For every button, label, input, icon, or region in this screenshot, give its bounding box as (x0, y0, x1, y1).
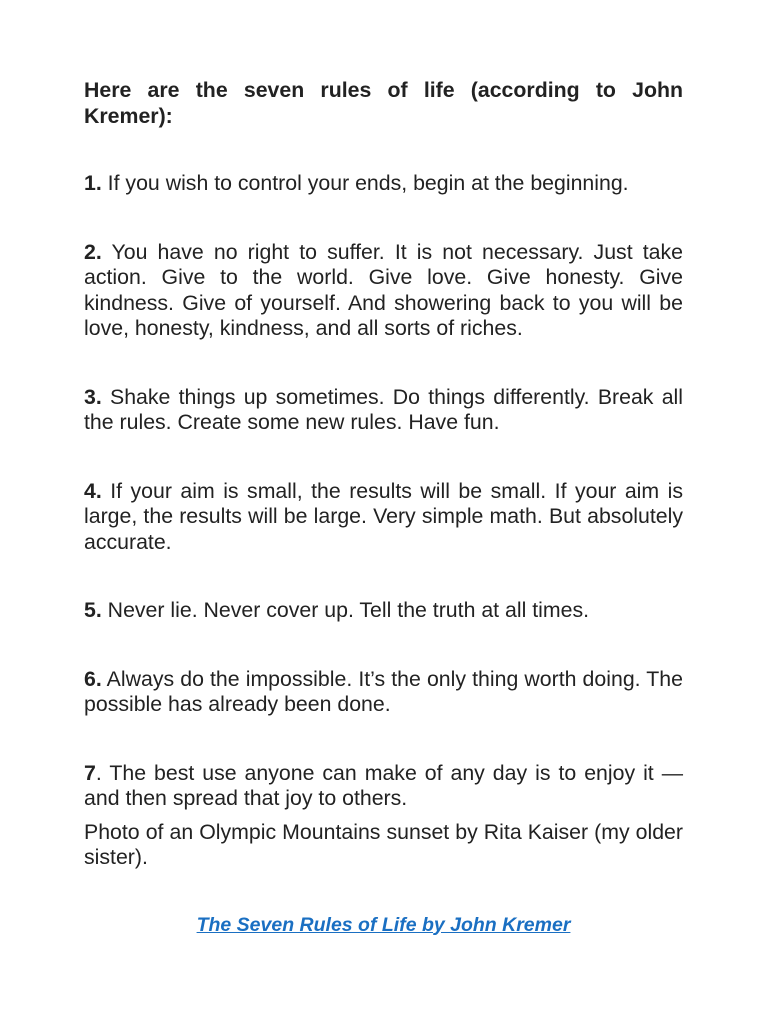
rule-text: Shake things up sometimes. Do things differently. Break all the rules. Create some new rules. Have fun. (84, 384, 683, 434)
rule-item-2 (84, 240, 683, 342)
rule-number: 2. (84, 239, 102, 264)
rule-number: 7 (84, 760, 96, 785)
rule-text: If your aim is small, the results will be small. If your aim is large, the results will be large. Very simple math. But absolutely accurate. (84, 478, 683, 554)
rule-number: 5. (84, 598, 102, 622)
page-heading: Here are the seven rules of life (according to John Kremer): (84, 78, 683, 128)
photo-caption: Photo of an Olympic Mountains sunset by Rita Kaiser (my older sister). (84, 819, 683, 869)
rule-text: Never lie. Never cover up. Tell the truth at all times. (101, 598, 590, 622)
rule-item-6 (84, 667, 683, 718)
rule-number: 6. (84, 666, 102, 691)
rule-number: 4. (84, 478, 102, 503)
document-page (84, 78, 683, 938)
rule-number: 3. (84, 384, 102, 409)
rule-text: Always do the impossible. It’s the only thing worth doing. The possible has already been done. (84, 666, 683, 716)
rule-item-1 (84, 171, 683, 197)
rule-item-4 (84, 479, 683, 556)
rule-item-5 (84, 598, 683, 624)
rule-text: . The best use anyone can make of any day is to enjoy it —and then spread that joy to others. (84, 760, 683, 810)
rule-text: You have no right to suffer. It is not necessary. Just take action. Give to the world. Give love. Give honesty. Give kindness. Give of yourself. And showering back to you will be love, honesty, kindness, and all sorts of riches. (84, 239, 683, 340)
rule-item-7 (84, 761, 683, 812)
rule-number: 1. (84, 171, 102, 195)
rule-item-3 (84, 385, 683, 436)
article-link[interactable]: The Seven Rules of Life by John Kremer (196, 913, 571, 936)
rule-text: If you wish to control your ends, begin at the beginning. (101, 171, 629, 195)
